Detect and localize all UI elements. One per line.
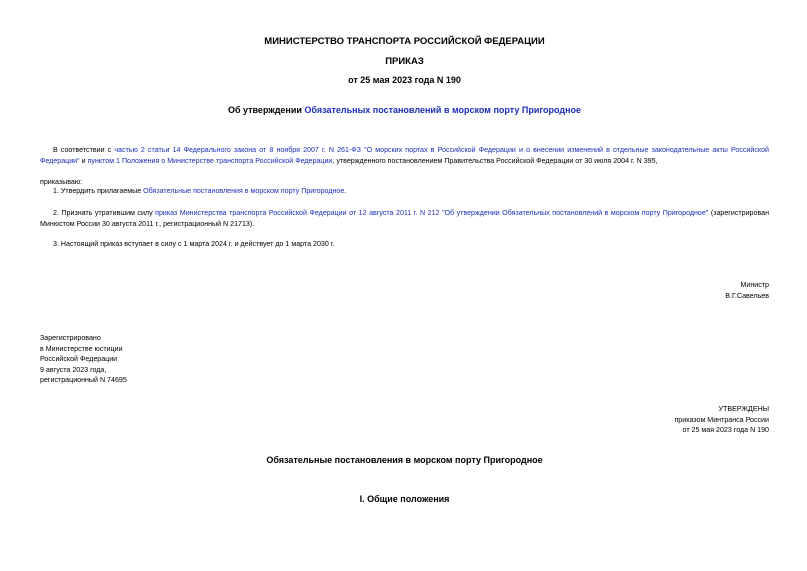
- ministry-regulation-link[interactable]: пунктом 1 Положения о Министерстве транспорта Российской Федерации: [87, 156, 333, 165]
- item1-end: .: [344, 187, 347, 195]
- order-item-2: [40, 208, 769, 229]
- approval-line: от 25 мая 2023 года N 190: [682, 426, 769, 434]
- intro-text-1: В соответствии с: [53, 146, 115, 154]
- registration-line: Российской Федерации: [40, 355, 118, 363]
- document-type-heading: ПРИКАЗ: [385, 56, 424, 67]
- registration-line: в Министерстве юстиции: [40, 344, 123, 353]
- order-item-1: [40, 186, 769, 197]
- intro-text-3: , утвержденного постановлением Правительства Российской Федерации от 30 июля 2004 г. N 395,: [332, 156, 658, 165]
- intro-text-2: и: [79, 156, 88, 165]
- registration-line: 9 августа 2023 года,: [40, 365, 107, 374]
- item2-text: 2. Признать утратившим силу: [53, 209, 156, 217]
- signature-block: [725, 280, 769, 301]
- item1-text: 1. Утвердить прилагаемые: [53, 187, 144, 195]
- approval-line: приказом Минтранса России: [674, 415, 769, 424]
- document-subject: [40, 105, 769, 115]
- approval-block: [674, 404, 769, 436]
- approval-line: УТВЕРЖДЕНЫ: [718, 405, 769, 413]
- signer-position: Министр: [740, 281, 769, 289]
- signer-name: В.Г.Савельев: [725, 291, 769, 300]
- document-date-number: от 25 мая 2023 года N 190: [348, 75, 461, 85]
- regulations-link[interactable]: Обязательные постановления в морском порту Пригородное: [143, 187, 345, 195]
- ministry-heading: МИНИСТЕРСТВО ТРАНСПОРТА РОССИЙСКОЙ ФЕДЕРАЦИИ: [264, 36, 545, 47]
- regulations-title: Обязательные постановления в морском порту Пригородное: [266, 455, 543, 465]
- order-item-3: 3. Настоящий приказ вступает в силу с 1 марта 2024 г. и действует до 1 марта 2030 г.: [53, 240, 335, 248]
- order-word: приказываю:: [40, 178, 83, 186]
- section-title: I. Общие положения: [359, 494, 450, 504]
- intro-paragraph: [40, 145, 769, 166]
- law-article-link[interactable]: частью 2 статьи 14 Федерального закона от 8 ноября 2007 г. N 261-ФЗ "О морских портах в Российской Федерации и о внесении изменений в отдельные законодательные акты Российской Федерации": [40, 146, 769, 165]
- repealed-order-link[interactable]: приказ Министерства транспорта Российской Федерации от 12 августа 2011 г. N 212 "Об утверждении Обязательных постановлений в морском порту Пригородное": [155, 209, 709, 217]
- registration-line: регистрационный N 74695: [40, 376, 127, 384]
- item2-end: (зарегистрирован Минюстом России 30 августа 2011 г., регистрационный N 21713).: [40, 209, 769, 228]
- registration-block: [40, 333, 127, 386]
- subject-prefix: Об утверждении: [227, 105, 305, 115]
- registration-line: Зарегистрировано: [40, 334, 101, 342]
- subject-link[interactable]: Обязательных постановлений в морском порту Пригородное: [304, 105, 582, 115]
